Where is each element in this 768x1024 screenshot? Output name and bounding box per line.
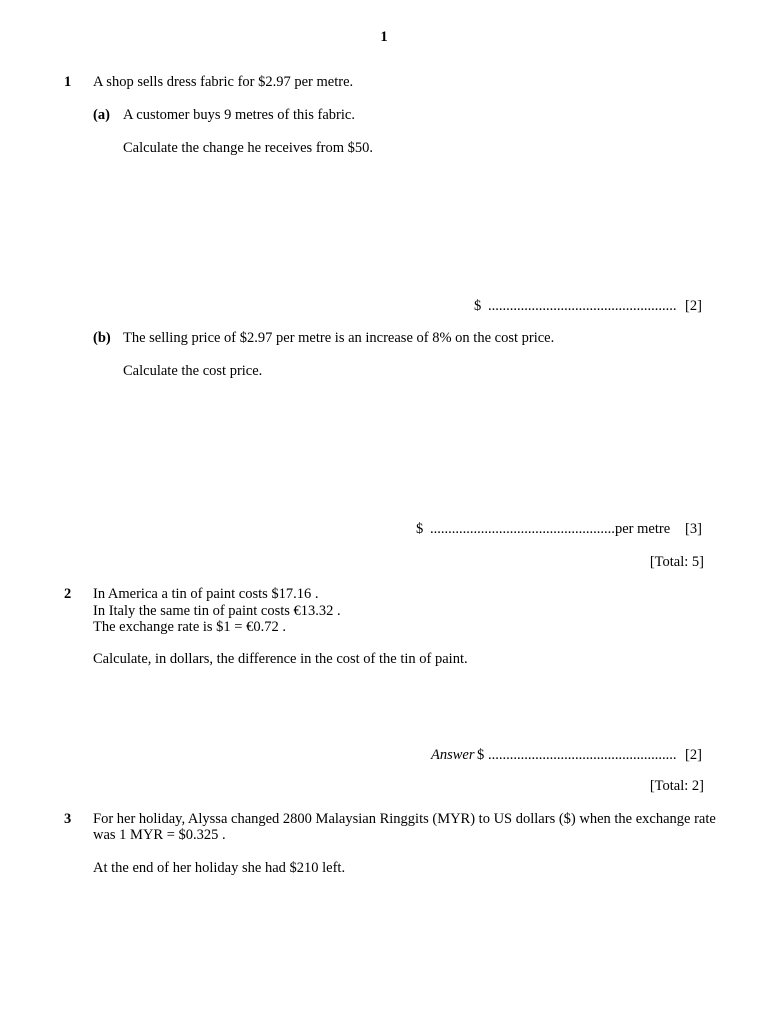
question-1a-answer-prefix: $ [474,298,482,314]
question-2-marks: [2] [685,747,702,763]
question-1-number: 1 [64,74,72,90]
question-2-line-3: The exchange rate is $1 = €0.72 . [93,619,286,635]
question-2-answer-line[interactable]: .................................................... [488,747,677,763]
question-1b-answer-line[interactable]: .................................................... [430,521,619,537]
question-3-line-1: For her holiday, Alyssa changed 2800 Malaysian Ringgits (MYR) to US dollars ($) when the exchange rate [93,811,716,827]
question-1b-marks: [3] [685,521,702,537]
question-1b-text: The selling price of $2.97 per metre is an increase of 8% on the cost price. [123,330,555,346]
question-1a-marks: [2] [685,298,702,314]
question-3-number: 3 [64,811,72,827]
question-1-total: [Total: 5] [649,554,704,570]
question-3-line-3: At the end of her holiday she had $210 left. [93,860,346,876]
question-2-answer-label: Answer [431,747,475,763]
question-1b-label: (b) [93,330,111,346]
question-1a-instruction: Calculate the change he receives from $50. [123,140,374,156]
question-2-line-2: In Italy the same tin of paint costs €13.32 . [93,603,341,619]
question-2-answer-prefix: $ [477,747,485,763]
question-1-stem: A shop sells dress fabric for $2.97 per metre. [93,74,354,90]
question-1a-label: (a) [93,107,110,123]
question-2-line-1: In America a tin of paint costs $17.16 . [93,586,319,602]
question-2-instruction: Calculate, in dollars, the difference in the cost of the tin of paint. [93,651,468,667]
question-1b-answer-prefix: $ [416,521,424,537]
question-2-number: 2 [64,586,72,602]
question-1a-answer-line[interactable]: .................................................... [488,298,677,314]
page-number: 1 [380,29,388,45]
question-3-line-2: was 1 MYR = $0.325 . [93,827,226,843]
question-2-total: [Total: 2] [649,778,704,794]
question-1b-answer-unit: per metre [615,521,671,537]
question-1a-text: A customer buys 9 metres of this fabric. [123,107,355,123]
question-1b-instruction: Calculate the cost price. [123,363,263,379]
